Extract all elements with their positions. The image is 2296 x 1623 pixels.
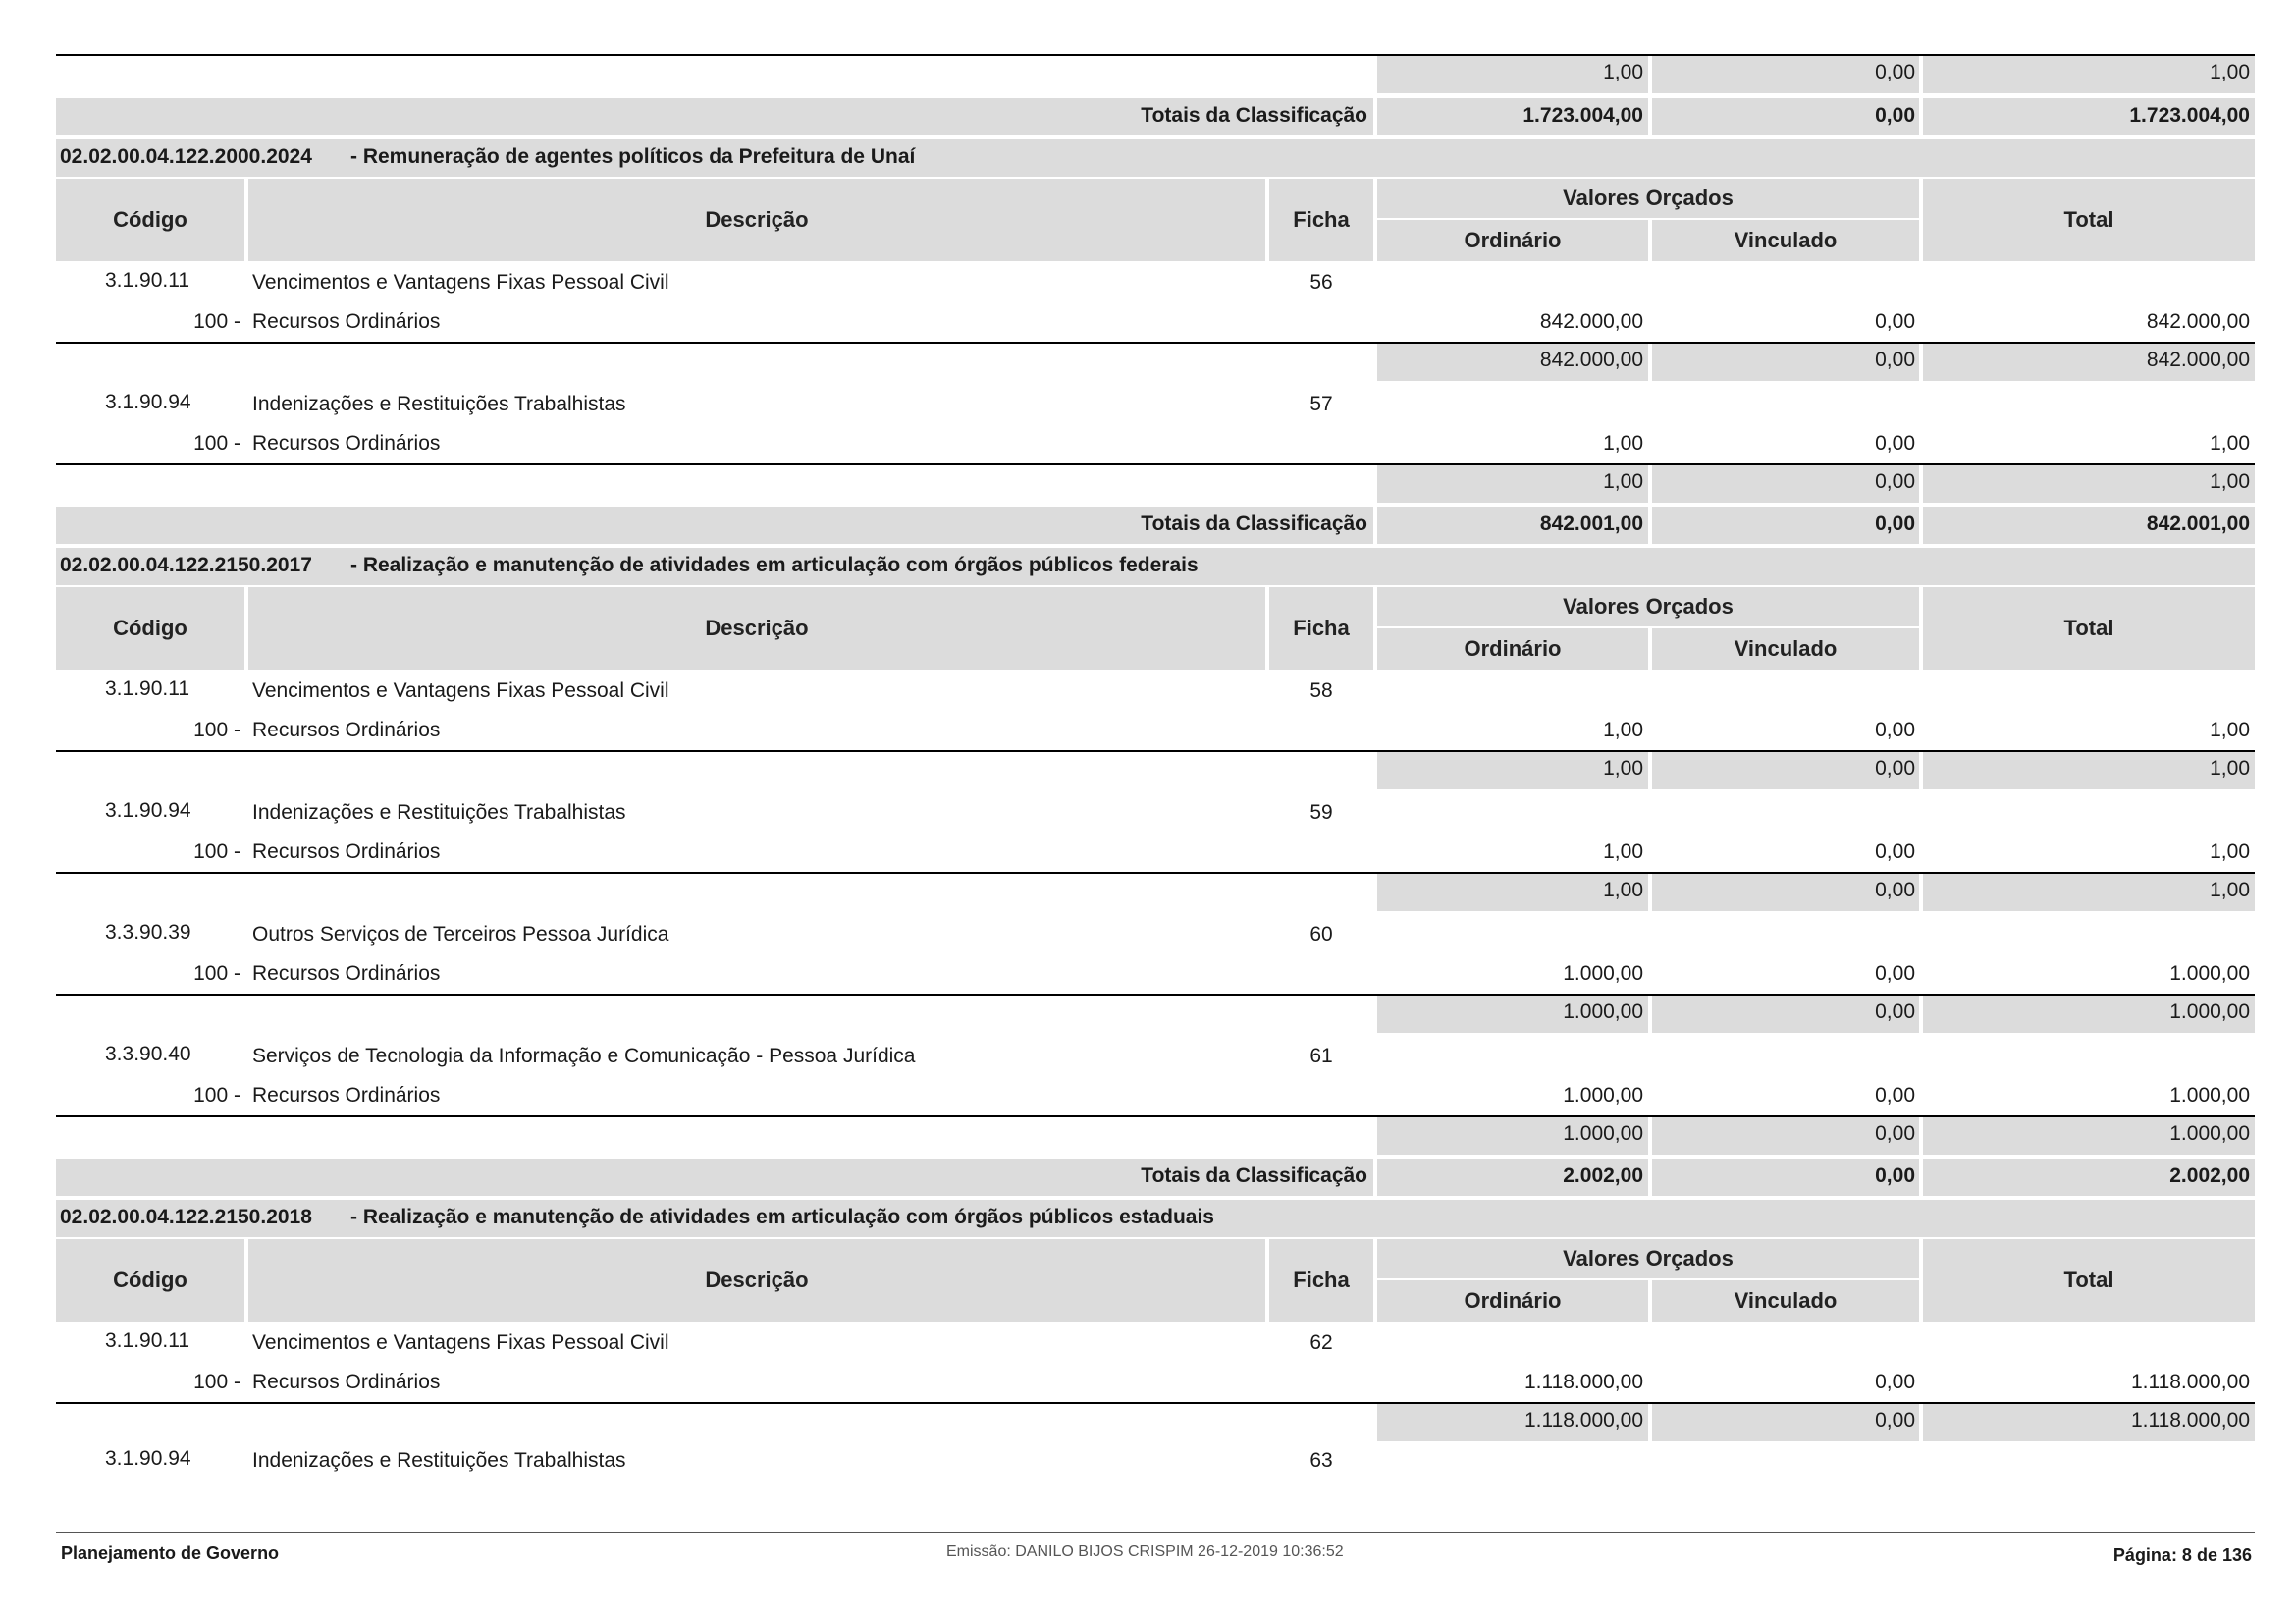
subtotal-vinculado: 0,00 — [1875, 757, 1915, 780]
fonte-desc: Recursos Ordinários — [252, 1371, 441, 1393]
item-descricao: Vencimentos e Vantagens Fixas Pessoal Civil — [252, 271, 669, 294]
subtotal-vinculado: 0,00 — [1875, 61, 1915, 83]
fonte-desc: Recursos Ordinários — [252, 310, 441, 333]
col-header-total: Total — [1923, 587, 2255, 670]
totals-total: 1.723.004,00 — [2129, 104, 2250, 127]
fonte-total: 842.000,00 — [2146, 310, 2250, 333]
item-descricao: Indenizações e Restituições Trabalhistas — [252, 801, 626, 824]
col-header-valores: Valores Orçados — [1377, 179, 1919, 218]
col-header-ordinario: Ordinário — [1377, 628, 1648, 670]
item-ficha: 59 — [1309, 801, 1333, 824]
col-header-codigo: Código — [56, 587, 244, 670]
subtotal-total: 1.000,00 — [2169, 1001, 2250, 1023]
item-descricao: Serviços de Tecnologia da Informação e Comunicação - Pessoa Jurídica — [252, 1045, 916, 1067]
subtotal-vinculado: 0,00 — [1875, 349, 1915, 371]
subtotal-ordinario: 1,00 — [1603, 61, 1643, 83]
subtotal-ordinario: 1.118.000,00 — [1523, 1409, 1643, 1432]
totals-vinculado: 0,00 — [1875, 513, 1915, 535]
col-header-descricao: Descrição — [248, 1239, 1265, 1322]
col-header-ordinario: Ordinário — [1377, 1280, 1648, 1322]
fonte-vinculado: 0,00 — [1875, 840, 1915, 863]
fonte-code: 100 - — [193, 840, 240, 863]
footer-right: Página: 8 de 136 — [2112, 1545, 2252, 1565]
item-ficha: 60 — [1309, 923, 1333, 946]
fonte-code: 100 - — [193, 310, 240, 333]
item-descricao: Indenizações e Restituições Trabalhistas — [252, 393, 626, 415]
fonte-total: 1.000,00 — [2169, 1084, 2250, 1107]
col-header-vinculado: Vinculado — [1652, 220, 1919, 261]
col-header-ficha: Ficha — [1269, 587, 1373, 670]
subtotal-cell — [1923, 874, 2255, 911]
fonte-total: 1.118.000,00 — [2130, 1371, 2250, 1393]
subtotal-vinculado: 0,00 — [1875, 1001, 1915, 1023]
totals-label: Totais da Classificação — [1141, 1164, 1367, 1187]
item-descricao: Vencimentos e Vantagens Fixas Pessoal Civil — [252, 1331, 669, 1354]
subtotal-vinculado: 0,00 — [1875, 470, 1915, 493]
subtotal-total: 1.000,00 — [2169, 1122, 2250, 1145]
footer-rule — [56, 1532, 2255, 1533]
subtotal-vinculado: 0,00 — [1875, 1409, 1915, 1432]
item-descricao: Vencimentos e Vantagens Fixas Pessoal Civil — [252, 679, 669, 702]
col-header-vinculado: Vinculado — [1652, 628, 1919, 670]
fonte-ordinario: 842.000,00 — [1539, 310, 1643, 333]
item-ficha: 61 — [1309, 1045, 1333, 1067]
col-header-codigo: Código — [56, 1239, 244, 1322]
col-header-valores: Valores Orçados — [1377, 1239, 1919, 1278]
fonte-total: 1,00 — [2210, 840, 2250, 863]
subtotal-total: 842.000,00 — [2146, 349, 2250, 371]
item-codigo: 3.1.90.94 — [105, 1447, 191, 1470]
fonte-desc: Recursos Ordinários — [252, 719, 441, 741]
fonte-total: 1,00 — [2210, 719, 2250, 741]
section-code: 02.02.00.04.122.2150.2017 — [60, 554, 312, 576]
item-ficha: 56 — [1309, 271, 1333, 294]
totals-ordinario: 2.002,00 — [1563, 1164, 1643, 1187]
section-title: - Realização e manutenção de atividades em articulação com órgãos públicos estaduais — [350, 1206, 1214, 1228]
subtotal-total: 1,00 — [2210, 879, 2250, 901]
fonte-ordinario: 1.118.000,00 — [1523, 1371, 1643, 1393]
col-header-ficha: Ficha — [1269, 179, 1373, 261]
item-ficha: 57 — [1309, 393, 1333, 415]
subtotal-cell — [1923, 56, 2255, 93]
fonte-ordinario: 1.000,00 — [1563, 1084, 1643, 1107]
section-code: 02.02.00.04.122.2000.2024 — [60, 145, 312, 168]
fonte-vinculado: 0,00 — [1875, 1371, 1915, 1393]
fonte-total: 1.000,00 — [2169, 962, 2250, 985]
item-codigo: 3.3.90.39 — [105, 921, 191, 944]
fonte-ordinario: 1.000,00 — [1563, 962, 1643, 985]
fonte-ordinario: 1,00 — [1603, 719, 1643, 741]
fonte-ordinario: 1,00 — [1603, 432, 1643, 455]
subtotal-cell — [1923, 465, 2255, 503]
fonte-vinculado: 0,00 — [1875, 719, 1915, 741]
fonte-desc: Recursos Ordinários — [252, 1084, 441, 1107]
item-ficha: 58 — [1309, 679, 1333, 702]
totals-label: Totais da Classificação — [1141, 513, 1367, 535]
subtotal-ordinario: 1.000,00 — [1563, 1001, 1643, 1023]
item-descricao: Indenizações e Restituições Trabalhistas — [252, 1449, 626, 1472]
totals-label: Totais da Classificação — [1141, 104, 1367, 127]
col-header-descricao: Descrição — [248, 179, 1265, 261]
totals-ordinario: 1.723.004,00 — [1522, 104, 1643, 127]
totals-ordinario: 842.001,00 — [1539, 513, 1643, 535]
item-ficha: 63 — [1309, 1449, 1333, 1472]
subtotal-vinculado: 0,00 — [1875, 1122, 1915, 1145]
col-header-total: Total — [1923, 179, 2255, 261]
section-title: - Realização e manutenção de atividades em articulação com órgãos públicos federais — [350, 554, 1199, 576]
col-header-vinculado: Vinculado — [1652, 1280, 1919, 1322]
subtotal-ordinario: 1,00 — [1603, 879, 1643, 901]
subtotal-total: 1,00 — [2210, 61, 2250, 83]
totals-vinculado: 0,00 — [1875, 104, 1915, 127]
fonte-code: 100 - — [193, 962, 240, 985]
item-codigo: 3.1.90.11 — [105, 269, 190, 292]
subtotal-vinculado: 0,00 — [1875, 879, 1915, 901]
section-code: 02.02.00.04.122.2150.2018 — [60, 1206, 312, 1228]
subtotal-total: 1,00 — [2210, 757, 2250, 780]
subtotal-total: 1,00 — [2210, 470, 2250, 493]
fonte-code: 100 - — [193, 719, 240, 741]
col-header-total: Total — [1923, 1239, 2255, 1322]
subtotal-ordinario: 1,00 — [1603, 470, 1643, 493]
fonte-vinculado: 0,00 — [1875, 962, 1915, 985]
footer-center: Emissão: DANILO BIJOS CRISPIM 26-12-2019 10:36:52 — [946, 1543, 1344, 1560]
item-codigo: 3.1.90.94 — [105, 799, 191, 822]
subtotal-ordinario: 842.000,00 — [1539, 349, 1643, 371]
subtotal-cell — [1923, 752, 2255, 789]
item-codigo: 3.1.90.11 — [105, 677, 190, 700]
fonte-desc: Recursos Ordinários — [252, 432, 441, 455]
item-codigo: 3.1.90.94 — [105, 391, 191, 413]
fonte-vinculado: 0,00 — [1875, 432, 1915, 455]
col-header-ficha: Ficha — [1269, 1239, 1373, 1322]
subtotal-ordinario: 1.000,00 — [1563, 1122, 1643, 1145]
item-codigo: 3.3.90.40 — [105, 1043, 191, 1065]
fonte-desc: Recursos Ordinários — [252, 962, 441, 985]
fonte-desc: Recursos Ordinários — [252, 840, 441, 863]
col-header-ordinario: Ordinário — [1377, 220, 1648, 261]
item-ficha: 62 — [1309, 1331, 1333, 1354]
footer-left: Planejamento de Governo — [61, 1543, 280, 1563]
fonte-code: 100 - — [193, 1084, 240, 1107]
fonte-ordinario: 1,00 — [1603, 840, 1643, 863]
item-codigo: 3.1.90.11 — [105, 1329, 190, 1352]
section-title: - Remuneração de agentes políticos da Prefeitura de Unaí — [350, 145, 916, 168]
subtotal-ordinario: 1,00 — [1603, 757, 1643, 780]
item-descricao: Outros Serviços de Terceiros Pessoa Jurídica — [252, 923, 669, 946]
col-header-codigo: Código — [56, 179, 244, 261]
fonte-vinculado: 0,00 — [1875, 1084, 1915, 1107]
col-header-valores: Valores Orçados — [1377, 587, 1919, 626]
fonte-code: 100 - — [193, 1371, 240, 1393]
totals-vinculado: 0,00 — [1875, 1164, 1915, 1187]
fonte-vinculado: 0,00 — [1875, 310, 1915, 333]
totals-total: 842.001,00 — [2146, 513, 2250, 535]
fonte-code: 100 - — [193, 432, 240, 455]
subtotal-total: 1.118.000,00 — [2130, 1409, 2250, 1432]
fonte-total: 1,00 — [2210, 432, 2250, 455]
col-header-descricao: Descrição — [248, 587, 1265, 670]
totals-total: 2.002,00 — [2169, 1164, 2250, 1187]
